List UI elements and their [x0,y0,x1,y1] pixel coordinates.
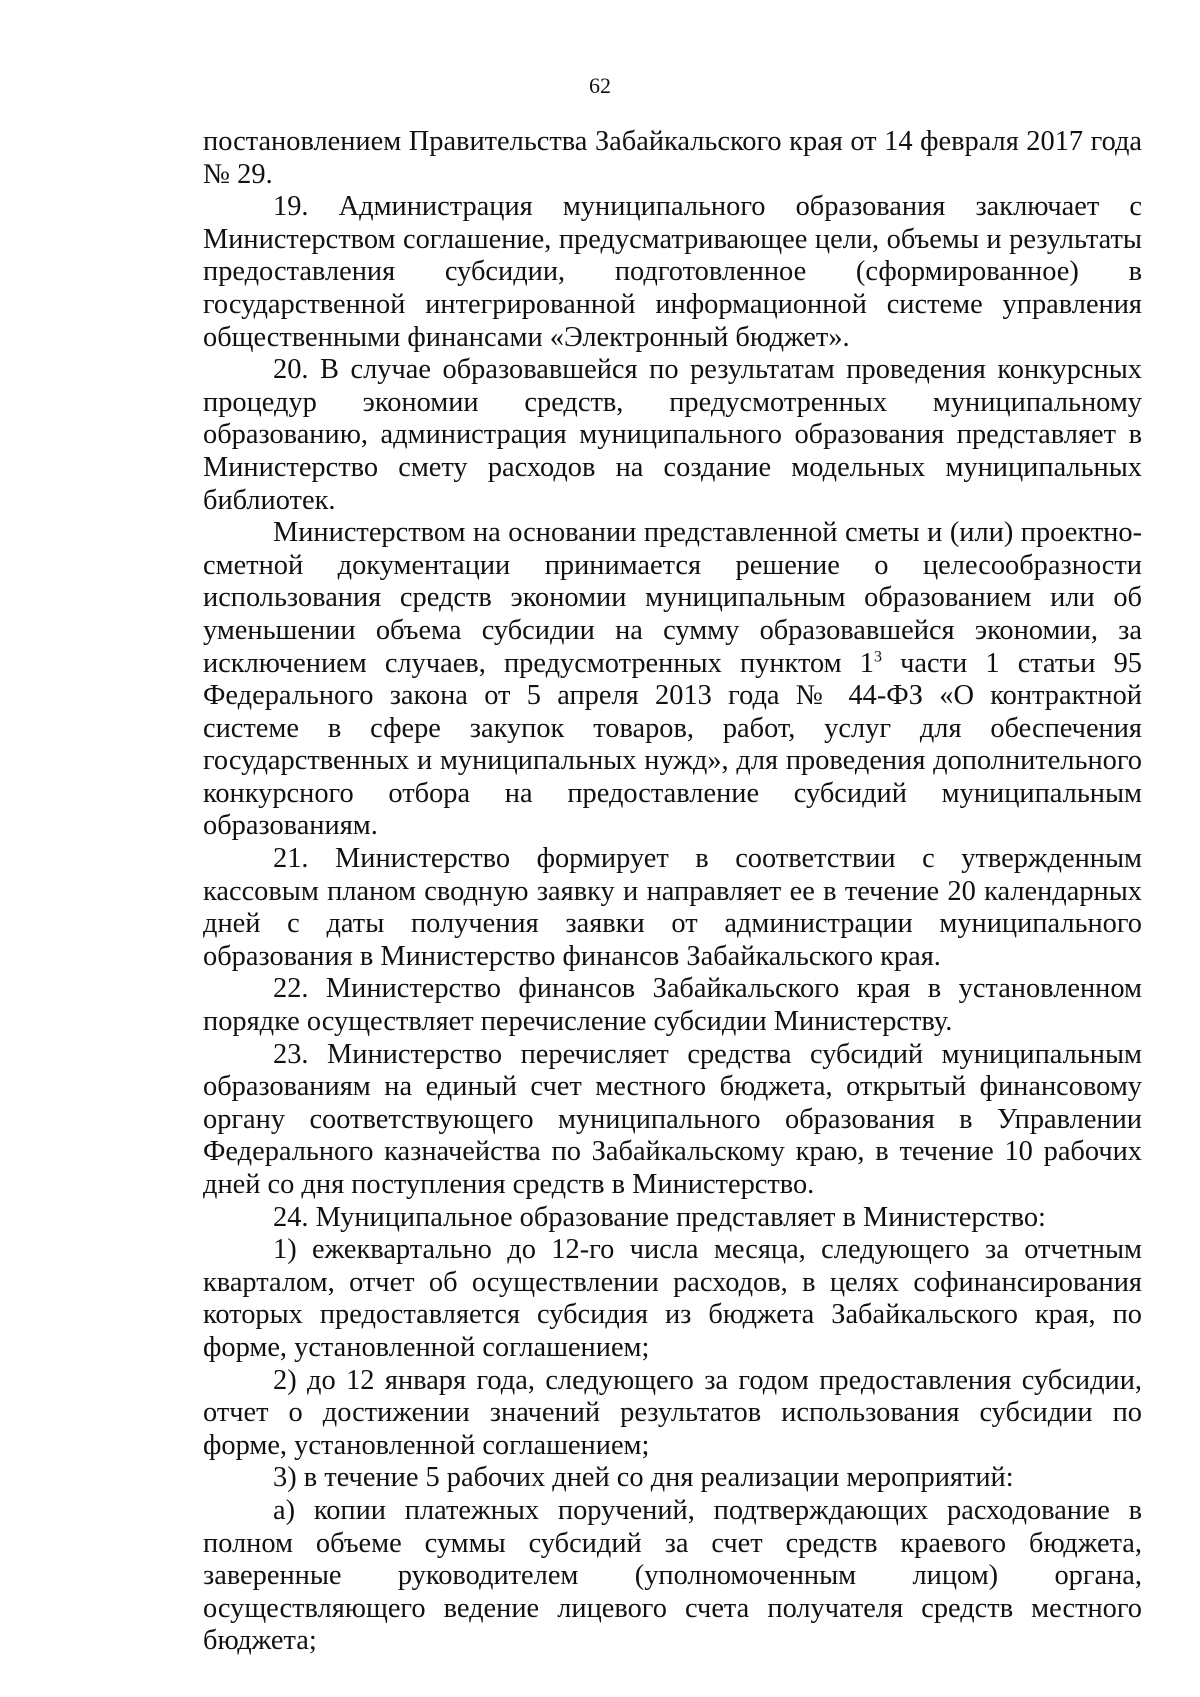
paragraph-item-21: 21. Министерство формирует в соответствии с утвержденным кассовым планом сводную заявку и направляет ее в течение 20 календарных дней с даты получения заявки от администрации муниципального образования в Министерство финансов Забайкальского края. [203,843,1142,972]
paragraph-continuation: постановлением Правительства Забайкальского края от 14 февраля 2017 года № 29. [203,126,1142,190]
page-number: 62 [589,73,611,98]
document-body [203,126,1142,1658]
paragraph-text-before-superscript: Министерством на основании представленной сметы и (или) проектно-сметной документации принимается решение о целесообразности использования средств экономии муниципальным образованием или об уменьшении объема субсидии на сумму образовавшейся экономии, за исключением случаев, предусмотренных пунктом 1 [203,517,1142,679]
paragraph-subitem-3: 3) в течение 5 рабочих дней со дня реализации мероприятий: [273,1462,1014,1494]
paragraph-text-after-superscript: части 1 статьи 95 Федерального закона от 5 апреля 2013 года № 44-ФЗ «О контрактной системе в сфере закупок товаров, работ, услуг для обеспечения государственных и муниципальных нужд», для проведения дополнительного конкурсного отбора на предоставление субсидий муниципальным образованиям. [203,647,1142,842]
paragraph-item-20: 20. В случае образовавшейся по результатам проведения конкурсных процедур экономии средств, предусмотренных муниципальному образованию, администрация муниципального образования представляет в Министерство смету расходов на создание модельных муниципальных библиотек. [203,354,1142,516]
paragraph-item-22: 22. Министерство финансов Забайкальского края в установленном порядке осуществляет перечисление субсидии Министерству. [203,973,1142,1038]
paragraph-item-19: 19. Администрация муниципального образования заключает с Министерством соглашение, предусматривающее цели, объемы и результаты предоставления субсидии, подготовленное (сформированное) в государственной интегрированной информационной системе управления общественными финансами «Электронный бюджет». [203,191,1142,353]
paragraph-subitem-2: 2) до 12 января года, следующего за годом предоставления субсидии, отчет о достижении значений результатов использования субсидии по форме, установленной соглашением; [203,1364,1142,1461]
paragraph-item-24: 24. Муниципальное образование представляет в Министерство: [273,1201,1046,1233]
paragraph-item-23: 23. Министерство перечисляет средства субсидий муниципальным образованиям на единый счет местного бюджета, открытый финансовому органу соответствующего муниципального образования в Управлении Федерального казначейства по Забайкальскому краю, в течение 10 рабочих дней со дня поступления средств в Министерство. [203,1038,1142,1200]
paragraph-subitem-a: а) копии платежных поручений, подтверждающих расходование в полном объеме суммы субсидий за счет средств краевого бюджета, заверенные руководителем (уполномоченным лицом) органа, осуществляющего ведение лицевого счета получателя средств местного бюджета; [203,1494,1142,1657]
paragraph-subitem-1: 1) ежеквартально до 12-го числа месяца, следующего за отчетным кварталом, отчет об осуществлении расходов, в целях софинансирования которых предоставляется субсидия из бюджета Забайкальского края, по форме, установленной соглашением; [203,1234,1142,1363]
paragraph-ministry-decision [203,517,1142,843]
superscript-3: 3 [873,648,882,666]
